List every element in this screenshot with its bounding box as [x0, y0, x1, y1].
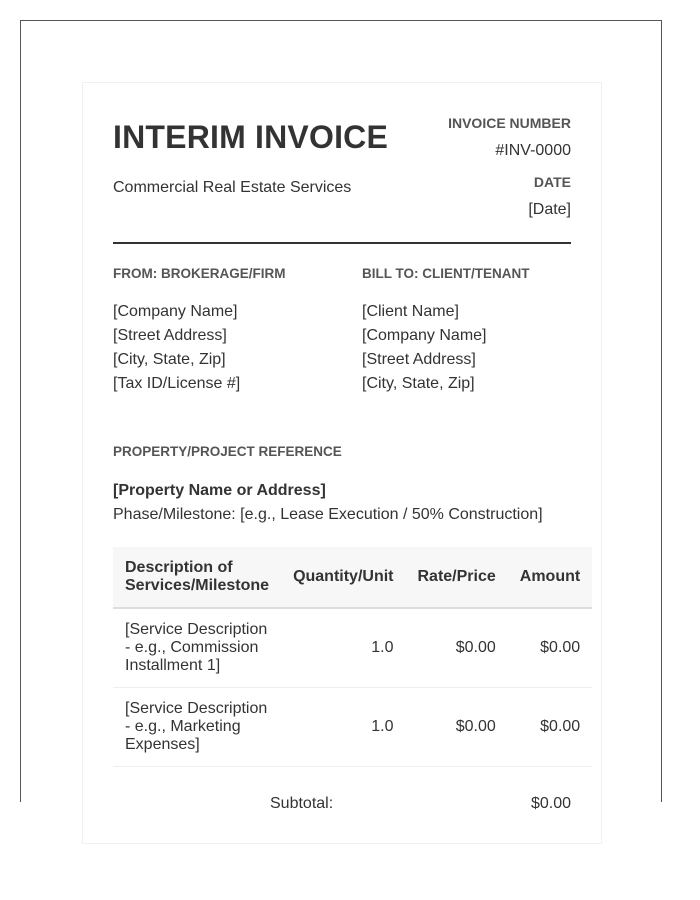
column-header-quantity: Quantity/Unit — [281, 547, 405, 608]
table-header-row — [113, 547, 592, 608]
table-row — [113, 608, 592, 688]
column-header-amount: Amount — [508, 547, 592, 608]
subtotal-value: $0.00 — [530, 795, 571, 812]
from-label: FROM: BROKERAGE/FIRM — [113, 266, 286, 281]
from-address — [113, 300, 240, 396]
column-header-description: Description of Services/Milestone — [113, 547, 281, 608]
invoice-number-value: #INV-0000 — [495, 142, 571, 159]
row-rate: $0.00 — [406, 688, 508, 767]
from-line: [Company Name] — [113, 303, 238, 320]
bill-to-line: [Client Name] — [362, 303, 459, 320]
bill-to-line: [Street Address] — [362, 351, 476, 368]
property-name: [Property Name or Address] — [113, 482, 326, 499]
phase-milestone: Phase/Milestone: [e.g., Lease Execution / 50% Construction] — [113, 506, 543, 523]
bill-to-line: [City, State, Zip] — [362, 375, 475, 392]
table-row — [113, 688, 592, 767]
invoice-number-label: INVOICE NUMBER — [448, 115, 571, 131]
from-line: [Tax ID/License #] — [113, 375, 241, 392]
invoice-sheet — [82, 82, 602, 844]
from-line: [City, State, Zip] — [113, 351, 226, 368]
column-header-rate: Rate/Price — [406, 547, 508, 608]
row-quantity: 1.0 — [281, 688, 405, 767]
document-viewport[interactable] — [20, 20, 662, 812]
row-amount: $0.00 — [508, 608, 592, 688]
bill-to-address — [362, 300, 487, 396]
bill-to-label: BILL TO: CLIENT/TENANT — [362, 266, 530, 281]
date-value: [Date] — [528, 201, 571, 218]
header-divider — [113, 242, 571, 244]
bill-to-line: [Company Name] — [362, 327, 487, 344]
date-label: DATE — [533, 174, 571, 190]
row-description: [Service Description - e.g., Commission Installment 1] — [113, 608, 281, 688]
row-description: [Service Description - e.g., Marketing Expenses] — [113, 688, 281, 767]
subtotal-label: Subtotal: — [270, 795, 334, 812]
row-amount: $0.00 — [508, 688, 592, 767]
from-line: [Street Address] — [113, 327, 227, 344]
row-quantity: 1.0 — [281, 608, 405, 688]
invoice-subtitle: Commercial Real Estate Services — [113, 179, 352, 196]
property-reference-label: PROPERTY/PROJECT REFERENCE — [113, 444, 342, 459]
invoice-title: INTERIM INVOICE — [113, 119, 389, 155]
line-items-table — [113, 547, 592, 767]
row-rate: $0.00 — [406, 608, 508, 688]
